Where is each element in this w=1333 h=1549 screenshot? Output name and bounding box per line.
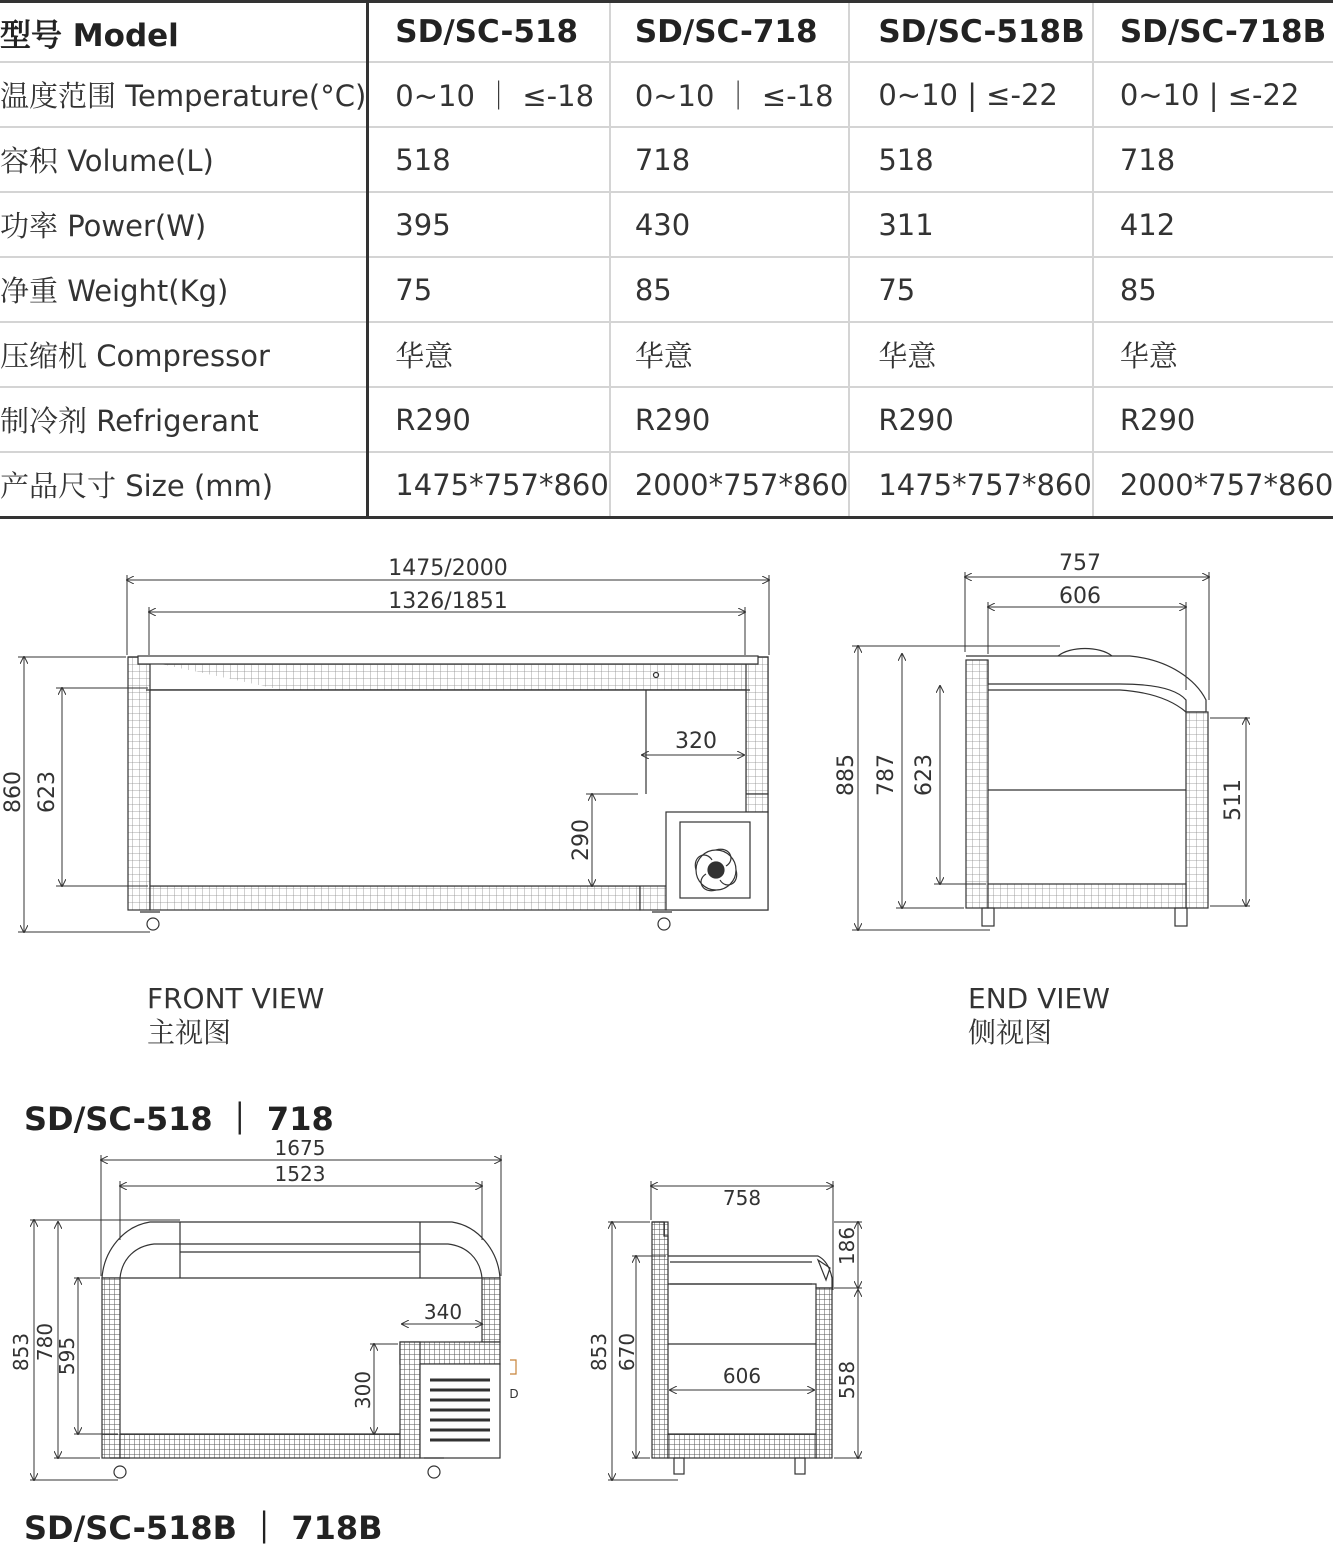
front-view-b	[102, 1222, 519, 1478]
dim-b-end-height-side: 558	[835, 1360, 859, 1400]
spec-value: 85	[610, 257, 850, 322]
dim-b-end-depth: 758	[722, 1186, 762, 1210]
dim-end-depth-outer: 757	[1059, 551, 1101, 576]
dim-width-inner: 1326/1851	[388, 589, 508, 614]
end-view-a	[966, 649, 1208, 927]
spec-value: 718	[1093, 127, 1333, 192]
spec-value: 412	[1093, 192, 1333, 257]
dim-b-width-inner: 1523	[274, 1162, 326, 1186]
dim-height-inner: 623	[35, 771, 60, 813]
end-view-b	[652, 1222, 832, 1474]
end-view-caption-en: END VIEW	[968, 982, 1110, 1015]
spec-value: 0~10 ｜ ≤-18	[368, 62, 610, 127]
spec-label: 容积 Volume(L)	[0, 127, 368, 192]
spec-value: 85	[1093, 257, 1333, 322]
dim-step-width: 320	[675, 729, 717, 754]
spec-value: 1475*757*860	[368, 452, 610, 518]
dim-end-depth-inner: 606	[1059, 584, 1101, 609]
model-name: SD/SC-718B	[1093, 2, 1333, 63]
dim-end-height-inner: 623	[912, 754, 937, 796]
spec-value: 518	[849, 127, 1093, 192]
model-name: SD/SC-718	[610, 2, 850, 63]
spec-value: 华意	[849, 322, 1093, 387]
dim-b-end-height-total: 853	[587, 1332, 611, 1372]
dim-b-width-outer: 1675	[274, 1136, 326, 1160]
dim-b-end-inner-width: 606	[722, 1364, 762, 1388]
spec-value: 395	[368, 192, 610, 257]
dim-b-height-total: 853	[9, 1332, 33, 1372]
spec-value: 2000*757*860	[1093, 452, 1333, 518]
dim-b-height-inner: 595	[55, 1336, 79, 1376]
end-view-caption	[968, 982, 1110, 1050]
spec-value: 430	[610, 192, 850, 257]
spec-value: R290	[368, 387, 610, 452]
end-view-caption-cn: 侧视图	[968, 1016, 1053, 1049]
spec-value: 0~10 | ≤-22	[1093, 62, 1333, 127]
dim-b-lid-height: 186	[835, 1226, 859, 1266]
dim-step-height: 290	[569, 819, 594, 861]
spec-value: 718	[610, 127, 850, 192]
spec-value: R290	[610, 387, 850, 452]
model-title-518-718: SD/SC-518 ｜ 718	[24, 1100, 334, 1138]
model-title-518b-718b: SD/SC-518B ｜ 718B	[24, 1509, 383, 1547]
spec-value: 2000*757*860	[610, 452, 850, 518]
spec-value: 0~10 ｜ ≤-18	[610, 62, 850, 127]
dim-end-height-total: 885	[834, 754, 859, 796]
dim-b-height-body: 780	[33, 1322, 57, 1362]
dim-end-height-body: 787	[874, 754, 899, 796]
spec-label: 产品尺寸 Size (mm)	[0, 452, 368, 518]
spec-header-label: 型号 Model	[0, 2, 368, 63]
spec-value: 华意	[1093, 322, 1333, 387]
spec-label: 温度范围 Temperature(°C)	[0, 62, 368, 127]
spec-value: 75	[849, 257, 1093, 322]
spec-label: 制冷剂 Refrigerant	[0, 387, 368, 452]
spec-label: 压缩机 Compressor	[0, 322, 368, 387]
front-view-caption-cn: 主视图	[147, 1016, 232, 1049]
spec-value: R290	[1093, 387, 1333, 452]
spec-value: 0~10 | ≤-22	[849, 62, 1093, 127]
spec-value: R290	[849, 387, 1093, 452]
spec-value: 华意	[368, 322, 610, 387]
front-view-caption-en: FRONT VIEW	[147, 982, 325, 1015]
front-view-caption	[147, 982, 324, 1050]
spec-value: 311	[849, 192, 1093, 257]
spec-label: 功率 Power(W)	[0, 192, 368, 257]
dim-height-total: 860	[1, 771, 26, 813]
dim-b-step-height: 300	[351, 1370, 375, 1410]
spec-value: 1475*757*860	[849, 452, 1093, 518]
spec-value: 518	[368, 127, 610, 192]
drain-mark: D	[509, 1387, 519, 1401]
spec-label: 净重 Weight(Kg)	[0, 257, 368, 322]
spec-value: 75	[368, 257, 610, 322]
dim-b-step-width: 340	[423, 1300, 463, 1324]
model-name: SD/SC-518B	[849, 2, 1093, 63]
model-name: SD/SC-518	[368, 2, 610, 63]
dim-b-end-height-inner: 670	[615, 1332, 639, 1372]
front-view-a	[128, 656, 768, 930]
dim-width-outer: 1475/2000	[388, 556, 508, 581]
spec-value: 华意	[610, 322, 850, 387]
dim-end-height-side: 511	[1221, 779, 1246, 821]
